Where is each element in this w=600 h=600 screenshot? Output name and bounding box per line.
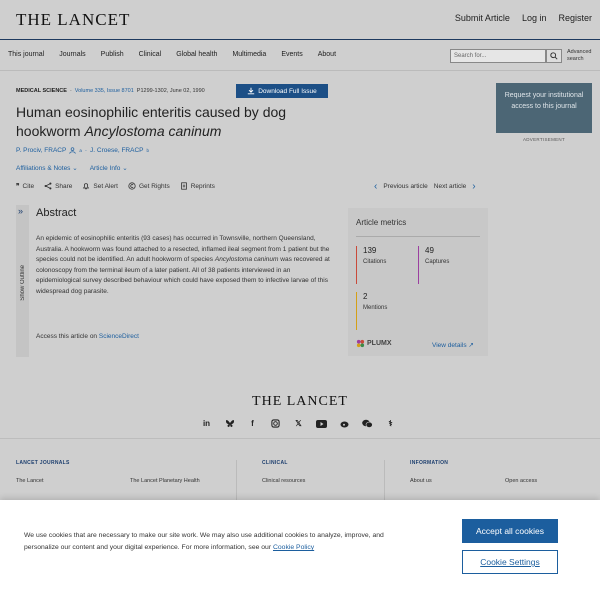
author-list: P. Prociv, FRACP a · J. Croese, FRACP b bbox=[16, 147, 149, 154]
bell-icon bbox=[82, 182, 90, 190]
clinical-heading: CLINICAL bbox=[262, 460, 288, 466]
cite-button[interactable]: ❞ Cite bbox=[16, 182, 35, 190]
author-link[interactable]: P. Prociv, FRACP bbox=[16, 147, 67, 154]
nav-this-journal[interactable]: This journal bbox=[8, 51, 45, 58]
footer-divider bbox=[0, 438, 600, 439]
view-details-link[interactable]: View details ↗ bbox=[432, 342, 474, 349]
article-meta: MEDICAL SCIENCE · Volume 335, Issue 8701 P1299-1302, June 02, 1990 bbox=[16, 88, 205, 94]
person-icon bbox=[69, 147, 76, 154]
nav-publish[interactable]: Publish bbox=[100, 51, 124, 58]
next-article-link[interactable]: Next article bbox=[433, 183, 467, 190]
quote-icon: ❞ bbox=[16, 183, 20, 190]
search-button[interactable] bbox=[546, 49, 562, 63]
access-article: Access this article on ScienceDirect bbox=[36, 333, 139, 340]
article-sub-links bbox=[16, 164, 128, 172]
article-metrics-panel bbox=[348, 208, 488, 356]
cookie-message: We use cookies that are necessary to make our site work. We may also use additional cookies to analyze, improve, and personalize our content and your digital experience. For more information, see our Cookie Policy bbox=[24, 532, 384, 551]
affiliation-marker: a bbox=[79, 148, 82, 153]
download-full-issue-button[interactable] bbox=[236, 84, 328, 98]
accept-all-cookies-button[interactable]: Accept all cookies bbox=[462, 519, 558, 543]
caduceus-icon[interactable]: ⚕ bbox=[388, 419, 393, 428]
download-icon bbox=[247, 87, 255, 95]
article-pagination bbox=[374, 181, 476, 192]
linkedin-icon[interactable]: in bbox=[202, 419, 211, 428]
share-icon bbox=[44, 182, 52, 190]
reprints-button[interactable]: Reprints bbox=[180, 182, 215, 190]
chevron-down-icon: ⌄ bbox=[72, 165, 78, 172]
chevron-right-icon[interactable]: › bbox=[472, 181, 476, 192]
affiliation-marker: b bbox=[146, 148, 149, 153]
submit-article-link[interactable]: Submit Article bbox=[454, 13, 510, 23]
plumx-logo[interactable]: PLUMX bbox=[356, 339, 392, 348]
nav-clinical[interactable]: Clinical bbox=[138, 51, 162, 58]
wechat-icon[interactable] bbox=[362, 418, 373, 429]
x-icon[interactable]: 𝕏 bbox=[295, 419, 302, 428]
information-heading: INFORMATION bbox=[410, 460, 449, 466]
show-outline-tab[interactable] bbox=[16, 205, 29, 357]
register-link[interactable]: Register bbox=[558, 13, 592, 23]
login-link[interactable]: Log in bbox=[521, 13, 547, 23]
captures-metric: 49 Captures bbox=[418, 246, 449, 284]
advertisement-label: ADVERTISEMENT bbox=[522, 137, 566, 142]
copyright-icon bbox=[128, 182, 136, 190]
chevron-left-icon[interactable]: ‹ bbox=[374, 181, 378, 192]
show-outline-label: Show Outline bbox=[20, 265, 26, 301]
advanced-search-link[interactable]: Advanced search bbox=[567, 49, 592, 62]
footer-link-open-access[interactable]: Open access bbox=[505, 478, 538, 484]
footer-link-planetary-health[interactable]: The Lancet Planetary Health bbox=[130, 478, 200, 484]
pages-date: P1299-1302, June 02, 1990 bbox=[136, 88, 205, 94]
search-input[interactable]: Search for... bbox=[450, 49, 546, 63]
article-tools bbox=[16, 182, 215, 190]
nav-journals[interactable]: Journals bbox=[59, 51, 86, 58]
facebook-icon[interactable]: f bbox=[251, 419, 254, 428]
youtube-icon[interactable] bbox=[316, 418, 327, 429]
plumx-icon bbox=[356, 339, 365, 348]
bluesky-icon[interactable] bbox=[224, 418, 235, 429]
section-label: MEDICAL SCIENCE bbox=[16, 88, 67, 94]
get-rights-button[interactable]: Get Rights bbox=[128, 182, 170, 190]
metrics-heading: Article metrics bbox=[356, 218, 407, 227]
citations-metric: 139 Citations bbox=[356, 246, 386, 284]
cookie-policy-link[interactable]: Cookie Policy bbox=[272, 544, 315, 551]
download-label: Download Full Issue bbox=[258, 87, 317, 95]
article-title: Human eosinophilic enteritis caused by dog hookworm Ancylostoma caninum bbox=[16, 104, 287, 139]
footer-logo[interactable]: THE LANCET bbox=[252, 394, 348, 409]
previous-article-link[interactable]: Previous article bbox=[383, 183, 428, 190]
article-info-toggle[interactable]: Article Info ⌄ bbox=[89, 165, 128, 172]
request-access-banner[interactable]: Request your institutional access to this journal bbox=[496, 83, 592, 133]
lancet-journals-heading: LANCET JOURNALS bbox=[16, 460, 70, 466]
chevron-down-icon: ⌄ bbox=[122, 165, 128, 172]
main-nav bbox=[0, 41, 600, 71]
footer-link-the-lancet[interactable]: The Lancet bbox=[16, 478, 44, 484]
divider bbox=[356, 236, 480, 237]
nav-events[interactable]: Events bbox=[281, 51, 303, 58]
cookie-banner bbox=[0, 500, 600, 600]
footer-link-about-us[interactable]: About us bbox=[410, 478, 432, 484]
volume-issue-link[interactable]: Volume 335, Issue 8701 bbox=[74, 88, 134, 94]
set-alert-button[interactable]: Set Alert bbox=[82, 182, 118, 190]
search-icon bbox=[550, 52, 558, 60]
author-link[interactable]: J. Croese, FRACP bbox=[90, 147, 144, 154]
instagram-icon[interactable] bbox=[270, 418, 281, 429]
affiliations-toggle[interactable]: Affiliations & Notes ⌄ bbox=[16, 165, 78, 172]
mentions-metric: 2 Mentions bbox=[356, 292, 387, 330]
nav-global-health[interactable]: Global health bbox=[176, 51, 218, 58]
footer-link-clinical-resources[interactable]: Clinical resources bbox=[262, 478, 306, 484]
abstract-heading: Abstract bbox=[36, 207, 77, 219]
lancet-logo[interactable]: THE LANCET bbox=[16, 10, 131, 29]
nav-multimedia[interactable]: Multimedia bbox=[232, 51, 267, 58]
nav-about[interactable]: About bbox=[317, 51, 337, 58]
cookie-settings-button[interactable]: Cookie Settings bbox=[462, 550, 558, 574]
weibo-icon[interactable] bbox=[339, 418, 350, 429]
divider bbox=[236, 460, 237, 500]
share-button[interactable]: Share bbox=[44, 182, 72, 190]
site-header bbox=[0, 0, 600, 40]
external-link-icon: ↗ bbox=[468, 342, 474, 349]
divider bbox=[384, 460, 385, 500]
abstract-body: An epidemic of eosinophilic enteritis (93 cases) has occurred in Townsville, northern Queensland, Australia. A hookworm was found attached to a resected, inflamed ileal segment from 1 patient but the species could not be identified. An adult hookworm of species Ancylostoma caninum was recovered at colonoscopy from the terminal ileum of a later patient. All of 38 patients interviewed in an epidemiological survey described behaviour which could have exposed them to infective larvae of this widespread dog parasite. bbox=[36, 235, 330, 295]
account-links bbox=[455, 13, 592, 23]
document-icon bbox=[180, 182, 188, 190]
double-chevron-right-icon: » bbox=[18, 206, 24, 216]
sciencedirect-link[interactable]: ScienceDirect bbox=[98, 333, 139, 340]
social-links bbox=[201, 418, 396, 429]
